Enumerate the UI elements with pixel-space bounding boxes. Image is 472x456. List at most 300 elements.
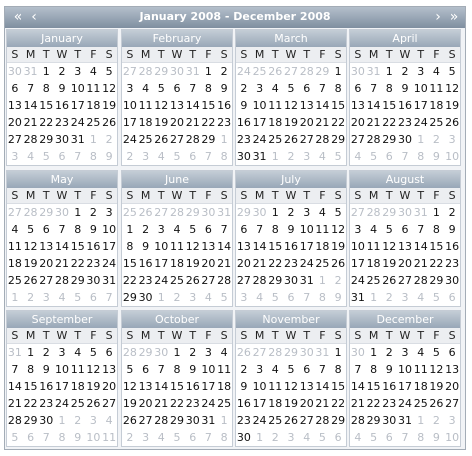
day-cell[interactable]: 16	[138, 257, 153, 270]
day-cell-other-month[interactable]: 29	[283, 346, 298, 359]
day-cell[interactable]: 26	[382, 274, 397, 287]
day-cell[interactable]: 28	[23, 133, 38, 146]
day-cell[interactable]: 10	[413, 82, 428, 95]
day-cell[interactable]: 25	[429, 116, 444, 129]
day-cell[interactable]: 10	[102, 223, 117, 236]
day-cell[interactable]: 29	[122, 291, 137, 304]
day-cell[interactable]: 14	[350, 380, 365, 393]
day-cell[interactable]: 18	[70, 380, 85, 393]
day-cell[interactable]: 31	[252, 150, 267, 163]
month-title[interactable]: December	[350, 311, 460, 328]
day-cell-other-month[interactable]: 2	[27, 291, 35, 304]
day-cell[interactable]: 9	[385, 363, 393, 376]
day-cell[interactable]: 11	[429, 82, 444, 95]
day-cell[interactable]: 26	[23, 274, 38, 287]
day-cell[interactable]: 25	[315, 257, 330, 270]
day-cell[interactable]: 26	[283, 414, 298, 427]
day-cell[interactable]: 11	[86, 82, 101, 95]
day-cell[interactable]: 10	[397, 363, 412, 376]
day-cell[interactable]: 23	[445, 257, 460, 270]
day-cell[interactable]: 21	[413, 257, 428, 270]
day-cell-other-month[interactable]: 3	[303, 150, 311, 163]
day-cell-other-month[interactable]: 5	[334, 150, 342, 163]
day-cell-other-month[interactable]: 1	[157, 291, 165, 304]
day-cell-other-month[interactable]: 25	[122, 206, 137, 219]
day-cell[interactable]: 16	[185, 380, 200, 393]
day-cell[interactable]: 24	[413, 116, 428, 129]
day-cell-other-month[interactable]: 2	[385, 291, 393, 304]
day-cell[interactable]: 28	[154, 414, 169, 427]
month-title[interactable]: October	[122, 311, 232, 328]
day-cell-other-month[interactable]: 4	[105, 414, 113, 427]
day-cell[interactable]: 18	[138, 116, 153, 129]
day-cell-other-month[interactable]: 27	[252, 346, 267, 359]
day-cell[interactable]: 11	[70, 363, 85, 376]
day-cell[interactable]: 15	[382, 99, 397, 112]
day-cell[interactable]: 17	[201, 380, 216, 393]
month-title[interactable]: June	[122, 171, 232, 188]
day-cell[interactable]: 24	[154, 274, 169, 287]
day-cell[interactable]: 17	[413, 99, 428, 112]
day-cell-other-month[interactable]: 4	[27, 150, 35, 163]
day-cell[interactable]: 4	[417, 346, 425, 359]
day-cell[interactable]: 23	[138, 274, 153, 287]
day-cell[interactable]: 10	[350, 240, 365, 253]
day-cell[interactable]: 30	[54, 133, 69, 146]
day-cell[interactable]: 27	[169, 133, 184, 146]
month-title[interactable]: January	[7, 30, 117, 47]
day-cell[interactable]: 12	[23, 240, 38, 253]
day-cell-other-month[interactable]: 2	[126, 150, 134, 163]
day-cell[interactable]: 12	[154, 99, 169, 112]
day-cell[interactable]: 16	[397, 99, 412, 112]
day-cell[interactable]: 20	[299, 397, 314, 410]
day-cell[interactable]: 4	[74, 346, 82, 359]
day-cell[interactable]: 30	[283, 274, 298, 287]
day-cell-other-month[interactable]: 2	[271, 431, 279, 444]
day-cell[interactable]: 25	[268, 414, 283, 427]
day-cell[interactable]: 1	[334, 65, 342, 78]
day-cell-other-month[interactable]: 6	[287, 291, 295, 304]
day-cell[interactable]: 2	[142, 223, 150, 236]
day-cell[interactable]: 29	[70, 274, 85, 287]
day-cell[interactable]: 22	[268, 257, 283, 270]
day-cell-other-month[interactable]: 5	[42, 150, 50, 163]
day-cell[interactable]: 28	[7, 414, 22, 427]
day-cell[interactable]: 8	[385, 82, 393, 95]
day-cell-other-month[interactable]: 4	[157, 431, 165, 444]
day-cell[interactable]: 6	[303, 363, 311, 376]
day-cell-other-month[interactable]: 4	[417, 291, 425, 304]
day-cell-other-month[interactable]: 8	[417, 431, 425, 444]
day-cell-other-month[interactable]: 6	[189, 431, 197, 444]
day-cell-other-month[interactable]: 1	[220, 414, 228, 427]
day-cell[interactable]: 23	[382, 397, 397, 410]
day-cell-other-month[interactable]: 31	[23, 65, 38, 78]
day-cell[interactable]: 1	[370, 346, 378, 359]
day-cell-other-month[interactable]: 2	[126, 431, 134, 444]
day-cell[interactable]: 26	[283, 133, 298, 146]
day-cell[interactable]: 8	[334, 363, 342, 376]
day-cell[interactable]: 6	[401, 223, 409, 236]
day-cell-other-month[interactable]: 7	[105, 291, 113, 304]
day-cell-other-month[interactable]: 31	[7, 346, 22, 359]
day-cell[interactable]: 30	[236, 431, 251, 444]
month-title[interactable]: August	[350, 171, 460, 188]
day-cell[interactable]: 29	[268, 274, 283, 287]
day-cell[interactable]: 1	[385, 65, 393, 78]
day-cell[interactable]: 27	[397, 274, 412, 287]
day-cell[interactable]: 25	[169, 274, 184, 287]
day-cell[interactable]: 15	[268, 240, 283, 253]
day-cell[interactable]: 23	[54, 116, 69, 129]
day-cell[interactable]: 11	[268, 380, 283, 393]
day-cell[interactable]: 18	[268, 397, 283, 410]
day-cell-other-month[interactable]: 1	[271, 150, 279, 163]
day-cell-other-month[interactable]: 1	[58, 414, 66, 427]
day-cell[interactable]: 31	[299, 274, 314, 287]
day-cell[interactable]: 29	[382, 133, 397, 146]
day-cell[interactable]: 12	[331, 223, 346, 236]
day-cell[interactable]: 30	[138, 291, 153, 304]
day-cell[interactable]: 27	[236, 274, 251, 287]
day-cell[interactable]: 12	[102, 82, 117, 95]
day-cell[interactable]: 15	[39, 99, 54, 112]
day-cell[interactable]: 7	[370, 82, 378, 95]
day-cell[interactable]: 8	[204, 82, 212, 95]
day-cell[interactable]: 22	[201, 116, 216, 129]
day-cell-other-month[interactable]: 3	[448, 414, 456, 427]
day-cell[interactable]: 4	[220, 346, 228, 359]
day-cell[interactable]: 30	[445, 274, 460, 287]
day-cell-other-month[interactable]: 5	[74, 291, 82, 304]
day-cell[interactable]: 13	[299, 99, 314, 112]
day-cell[interactable]: 24	[122, 133, 137, 146]
day-cell-other-month[interactable]: 29	[154, 65, 169, 78]
day-cell-other-month[interactable]: 1	[11, 291, 19, 304]
day-cell[interactable]: 6	[240, 223, 248, 236]
day-cell[interactable]: 19	[86, 380, 101, 393]
day-cell[interactable]: 13	[236, 240, 251, 253]
day-cell[interactable]: 21	[23, 116, 38, 129]
day-cell[interactable]: 16	[283, 240, 298, 253]
day-cell-other-month[interactable]: 5	[173, 150, 181, 163]
day-cell-other-month[interactable]: 26	[236, 346, 251, 359]
day-cell[interactable]: 14	[366, 99, 381, 112]
day-cell-other-month[interactable]: 24	[236, 65, 251, 78]
day-cell[interactable]: 2	[287, 206, 295, 219]
day-cell[interactable]: 9	[287, 223, 295, 236]
day-cell[interactable]: 7	[157, 363, 165, 376]
day-cell[interactable]: 17	[54, 380, 69, 393]
day-cell-other-month[interactable]: 28	[122, 346, 137, 359]
day-cell[interactable]: 21	[315, 116, 330, 129]
day-cell[interactable]: 9	[142, 240, 150, 253]
day-cell[interactable]: 12	[429, 363, 444, 376]
day-cell[interactable]: 5	[385, 223, 393, 236]
day-cell-other-month[interactable]: 5	[432, 291, 440, 304]
day-cell[interactable]: 17	[122, 116, 137, 129]
day-cell[interactable]: 19	[102, 99, 117, 112]
day-cell[interactable]: 12	[86, 363, 101, 376]
day-cell[interactable]: 28	[350, 414, 365, 427]
day-cell-other-month[interactable]: 6	[58, 150, 66, 163]
day-cell[interactable]: 25	[268, 133, 283, 146]
day-cell[interactable]: 2	[448, 206, 456, 219]
day-cell[interactable]: 6	[354, 82, 362, 95]
day-cell[interactable]: 30	[236, 150, 251, 163]
day-cell-other-month[interactable]: 4	[157, 150, 165, 163]
day-cell[interactable]: 28	[252, 274, 267, 287]
day-cell[interactable]: 7	[11, 363, 19, 376]
day-cell-other-month[interactable]: 30	[7, 65, 22, 78]
day-cell[interactable]: 26	[429, 397, 444, 410]
day-cell[interactable]: 7	[256, 223, 264, 236]
day-cell-other-month[interactable]: 4	[318, 150, 326, 163]
day-cell-other-month[interactable]: 29	[185, 206, 200, 219]
day-cell[interactable]: 24	[102, 257, 117, 270]
day-cell[interactable]: 15	[429, 240, 444, 253]
day-cell[interactable]: 17	[397, 380, 412, 393]
day-cell[interactable]: 1	[27, 346, 35, 359]
day-cell[interactable]: 22	[122, 274, 137, 287]
day-cell[interactable]: 31	[201, 414, 216, 427]
day-cell[interactable]: 17	[252, 116, 267, 129]
day-cell[interactable]: 18	[429, 99, 444, 112]
day-cell[interactable]: 7	[58, 223, 66, 236]
day-cell[interactable]: 4	[271, 82, 279, 95]
day-cell[interactable]: 27	[39, 274, 54, 287]
day-cell[interactable]: 27	[138, 414, 153, 427]
day-cell[interactable]: 21	[252, 257, 267, 270]
day-cell-other-month[interactable]: 4	[256, 291, 264, 304]
day-cell-other-month[interactable]: 7	[401, 150, 409, 163]
day-cell[interactable]: 19	[382, 257, 397, 270]
day-cell[interactable]: 24	[397, 397, 412, 410]
day-cell[interactable]: 23	[236, 414, 251, 427]
day-cell-other-month[interactable]: 3	[189, 291, 197, 304]
day-cell[interactable]: 22	[382, 116, 397, 129]
day-cell-other-month[interactable]: 10	[86, 431, 101, 444]
day-cell[interactable]: 23	[185, 397, 200, 410]
day-cell-other-month[interactable]: 6	[385, 150, 393, 163]
day-cell[interactable]: 12	[382, 240, 397, 253]
day-cell-other-month[interactable]: 2	[287, 150, 295, 163]
day-cell[interactable]: 1	[74, 206, 82, 219]
day-cell[interactable]: 26	[122, 414, 137, 427]
day-cell-other-month[interactable]: 8	[318, 291, 326, 304]
day-cell[interactable]: 24	[70, 116, 85, 129]
day-cell[interactable]: 18	[268, 116, 283, 129]
day-cell-other-month[interactable]: 8	[58, 431, 66, 444]
day-cell[interactable]: 10	[70, 82, 85, 95]
day-cell[interactable]: 1	[432, 206, 440, 219]
day-cell[interactable]: 31	[397, 414, 412, 427]
day-cell[interactable]: 4	[11, 223, 19, 236]
day-cell[interactable]: 8	[370, 363, 378, 376]
day-cell-other-month[interactable]: 1	[417, 414, 425, 427]
day-cell-other-month[interactable]: 28	[23, 206, 38, 219]
day-cell[interactable]: 4	[318, 206, 326, 219]
day-cell[interactable]: 6	[105, 346, 113, 359]
day-cell[interactable]: 25	[138, 133, 153, 146]
day-cell[interactable]: 17	[70, 99, 85, 112]
day-cell-other-month[interactable]: 9	[334, 291, 342, 304]
day-cell-other-month[interactable]: 8	[220, 431, 228, 444]
day-cell[interactable]: 13	[39, 240, 54, 253]
day-cell-other-month[interactable]: 30	[350, 346, 365, 359]
day-cell-other-month[interactable]: 29	[39, 206, 54, 219]
day-cell[interactable]: 3	[303, 206, 311, 219]
day-cell[interactable]: 24	[350, 274, 365, 287]
prev-year-icon[interactable]: «	[13, 9, 23, 25]
day-cell[interactable]: 21	[350, 397, 365, 410]
day-cell[interactable]: 30	[185, 414, 200, 427]
day-cell[interactable]: 10	[154, 240, 169, 253]
day-cell[interactable]: 13	[102, 363, 117, 376]
day-cell[interactable]: 22	[366, 397, 381, 410]
day-cell[interactable]: 13	[138, 380, 153, 393]
day-cell-other-month[interactable]: 29	[315, 65, 330, 78]
day-cell[interactable]: 3	[417, 65, 425, 78]
day-cell-other-month[interactable]: 28	[169, 206, 184, 219]
day-cell[interactable]: 29	[429, 274, 444, 287]
day-cell[interactable]: 6	[303, 82, 311, 95]
day-cell[interactable]: 25	[7, 274, 22, 287]
day-cell-other-month[interactable]: 5	[370, 150, 378, 163]
day-cell[interactable]: 24	[299, 257, 314, 270]
day-cell[interactable]: 23	[217, 116, 232, 129]
day-cell[interactable]: 13	[445, 363, 460, 376]
day-cell-other-month[interactable]: 2	[105, 133, 113, 146]
day-cell[interactable]: 29	[169, 414, 184, 427]
day-cell[interactable]: 25	[70, 397, 85, 410]
day-cell-other-month[interactable]: 7	[204, 431, 212, 444]
day-cell[interactable]: 19	[429, 380, 444, 393]
day-cell[interactable]: 10	[299, 223, 314, 236]
day-cell[interactable]: 8	[432, 223, 440, 236]
day-cell[interactable]: 9	[89, 223, 97, 236]
day-cell[interactable]: 13	[299, 380, 314, 393]
day-cell[interactable]: 21	[154, 397, 169, 410]
day-cell[interactable]: 3	[256, 82, 264, 95]
day-cell-other-month[interactable]: 3	[42, 291, 50, 304]
day-cell[interactable]: 20	[169, 116, 184, 129]
day-cell[interactable]: 23	[283, 257, 298, 270]
day-cell[interactable]: 25	[86, 116, 101, 129]
day-cell[interactable]: 20	[397, 257, 412, 270]
day-cell[interactable]: 22	[331, 397, 346, 410]
day-cell[interactable]: 27	[445, 397, 460, 410]
day-cell[interactable]: 19	[154, 116, 169, 129]
day-cell[interactable]: 31	[102, 274, 117, 287]
day-cell-other-month[interactable]: 3	[142, 150, 150, 163]
day-cell[interactable]: 15	[331, 380, 346, 393]
day-cell[interactable]: 14	[185, 99, 200, 112]
day-cell-other-month[interactable]: 5	[370, 431, 378, 444]
day-cell[interactable]: 4	[432, 65, 440, 78]
day-cell[interactable]: 2	[240, 363, 248, 376]
month-title[interactable]: July	[236, 171, 346, 188]
day-cell[interactable]: 15	[169, 380, 184, 393]
day-cell[interactable]: 19	[185, 257, 200, 270]
day-cell[interactable]: 3	[401, 346, 409, 359]
day-cell[interactable]: 2	[42, 346, 50, 359]
day-cell[interactable]: 7	[27, 82, 35, 95]
day-cell[interactable]: 22	[39, 116, 54, 129]
day-cell[interactable]: 16	[86, 240, 101, 253]
day-cell-other-month[interactable]: 1	[370, 291, 378, 304]
day-cell-other-month[interactable]: 9	[432, 431, 440, 444]
day-cell-other-month[interactable]: 6	[385, 431, 393, 444]
day-cell[interactable]: 4	[271, 363, 279, 376]
day-cell[interactable]: 16	[217, 99, 232, 112]
day-cell-other-month[interactable]: 5	[220, 291, 228, 304]
day-cell[interactable]: 28	[217, 274, 232, 287]
day-cell[interactable]: 29	[331, 133, 346, 146]
day-cell[interactable]: 14	[315, 380, 330, 393]
day-cell[interactable]: 22	[23, 397, 38, 410]
day-cell[interactable]: 5	[89, 346, 97, 359]
day-cell-other-month[interactable]: 8	[220, 150, 228, 163]
day-cell[interactable]: 8	[126, 240, 134, 253]
day-cell[interactable]: 24	[252, 133, 267, 146]
day-cell[interactable]: 5	[126, 363, 134, 376]
day-cell[interactable]: 2	[220, 65, 228, 78]
day-cell-other-month[interactable]: 6	[27, 431, 35, 444]
day-cell[interactable]: 11	[366, 240, 381, 253]
day-cell[interactable]: 15	[23, 380, 38, 393]
day-cell-other-month[interactable]: 4	[354, 150, 362, 163]
day-cell[interactable]: 21	[7, 397, 22, 410]
day-cell[interactable]: 7	[189, 82, 197, 95]
day-cell-other-month[interactable]: 6	[89, 291, 97, 304]
day-cell[interactable]: 16	[236, 116, 251, 129]
day-cell[interactable]: 11	[217, 363, 232, 376]
day-cell[interactable]: 20	[445, 380, 460, 393]
day-cell[interactable]: 13	[397, 240, 412, 253]
day-cell[interactable]: 16	[236, 397, 251, 410]
day-cell-other-month[interactable]: 27	[7, 206, 22, 219]
day-cell[interactable]: 26	[154, 133, 169, 146]
day-cell[interactable]: 25	[217, 397, 232, 410]
day-cell[interactable]: 4	[142, 82, 150, 95]
day-cell[interactable]: 12	[185, 240, 200, 253]
day-cell[interactable]: 2	[401, 65, 409, 78]
day-cell-other-month[interactable]: 8	[89, 150, 97, 163]
day-cell[interactable]: 29	[39, 133, 54, 146]
day-cell[interactable]: 8	[42, 82, 50, 95]
day-cell[interactable]: 27	[201, 274, 216, 287]
day-cell[interactable]: 4	[89, 65, 97, 78]
day-cell[interactable]: 17	[252, 397, 267, 410]
day-cell-other-month[interactable]: 2	[432, 414, 440, 427]
day-cell[interactable]: 23	[236, 133, 251, 146]
day-cell-other-month[interactable]: 3	[142, 431, 150, 444]
day-cell[interactable]: 18	[217, 380, 232, 393]
day-cell-other-month[interactable]: 7	[42, 431, 50, 444]
day-cell[interactable]: 4	[173, 223, 181, 236]
day-cell[interactable]: 22	[70, 257, 85, 270]
day-cell[interactable]: 20	[299, 116, 314, 129]
day-cell[interactable]: 17	[350, 257, 365, 270]
day-cell[interactable]: 6	[173, 82, 181, 95]
day-cell[interactable]: 19	[23, 257, 38, 270]
day-cell[interactable]: 5	[287, 363, 295, 376]
day-cell[interactable]: 11	[138, 99, 153, 112]
day-cell[interactable]: 16	[382, 380, 397, 393]
day-cell-other-month[interactable]: 1	[318, 274, 326, 287]
